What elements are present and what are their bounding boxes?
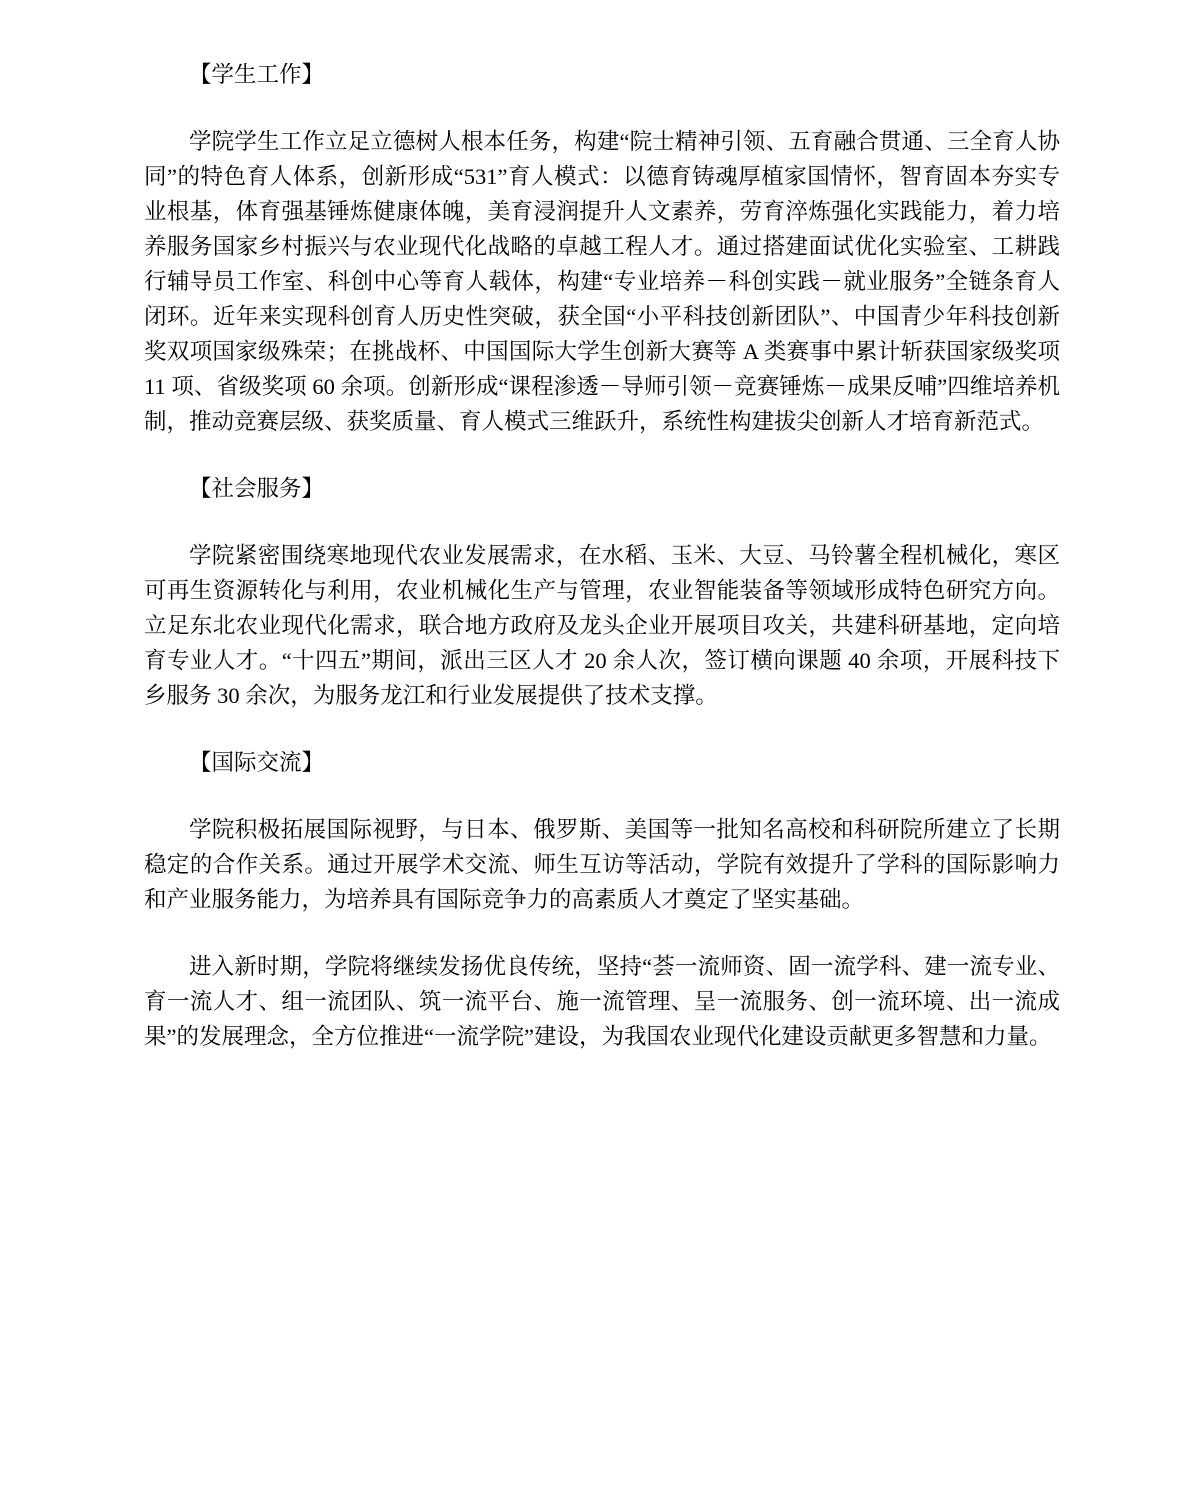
- paragraph-student-work: 学院学生工作立足立德树人根本任务，构建“院士精神引领、五育融合贯通、三全育人协同”的特色育人体系，创新形成“531”育人模式：以德育铸魂厚植家国情怀，智育固本夯实专业根基，体育强基锤炼健康体魄，美育浸润提升人文素养，劳育淬炼强化实践能力，着力培养服务国家乡村振兴与农业现代化战略的卓越工程人才。通过搭建面试优化实验室、工耕践行辅导员工作室、科创中心等育人载体，构建“专业培养－科创实践－就业服务”全链条育人闭环。近年来实现科创育人历史性突破，获全国“小平科技创新团队”、中国青少年科技创新奖双项国家级殊荣；在挑战杯、中国国际大学生创新大赛等 A 类赛事中累计斩获国家级奖项 11 项、省级奖项 60 余项。创新形成“课程渗透－导师引领－竞赛锤炼－成果反哺”四维培养机制，推动竞赛层级、获奖质量、育人模式三维跃升，系统性构建拔尖创新人才培育新范式。: [144, 129, 1060, 434]
- paragraph-social-service: 学院紧密围绕寒地现代农业发展需求，在水稻、玉米、大豆、马铃薯全程机械化，寒区可再生资源转化与利用，农业机械化生产与管理，农业智能装备等领域形成特色研究方向。立足东北农业现代化需求，联合地方政府及龙头企业开展项目攻关，共建科研基地，定向培育专业人才。“十四五”期间，派出三区人才 20 余人次，签订横向课题 40 余项，开展科技下乡服务 30 余次，为服务龙江和行业发展提供了技术支撑。: [144, 543, 1060, 708]
- section-heading-social-service: 【社会服务】: [189, 476, 325, 501]
- section-heading-student-work: 【学生工作】: [189, 62, 325, 87]
- paragraph-international-exchange: 学院积极拓展国际视野，与日本、俄罗斯、美国等一批知名高校和科研院所建立了长期稳定的合作关系。通过开展学术交流、师生互访等活动，学院有效提升了学科的国际影响力和产业服务能力，为培养具有国际竞争力的高素质人才奠定了坚实基础。: [144, 817, 1060, 912]
- paragraph-conclusion: 进入新时期，学院将继续发扬优良传统，坚持“荟一流师资、固一流学科、建一流专业、育一流人才、组一流团队、筑一流平台、施一流管理、呈一流服务、创一流环境、出一流成果”的发展理念，全方位推进“一流学院”建设，为我国农业现代化建设贡献更多智慧和力量。: [144, 954, 1060, 1049]
- section-heading-international-exchange: 【国际交流】: [189, 750, 325, 775]
